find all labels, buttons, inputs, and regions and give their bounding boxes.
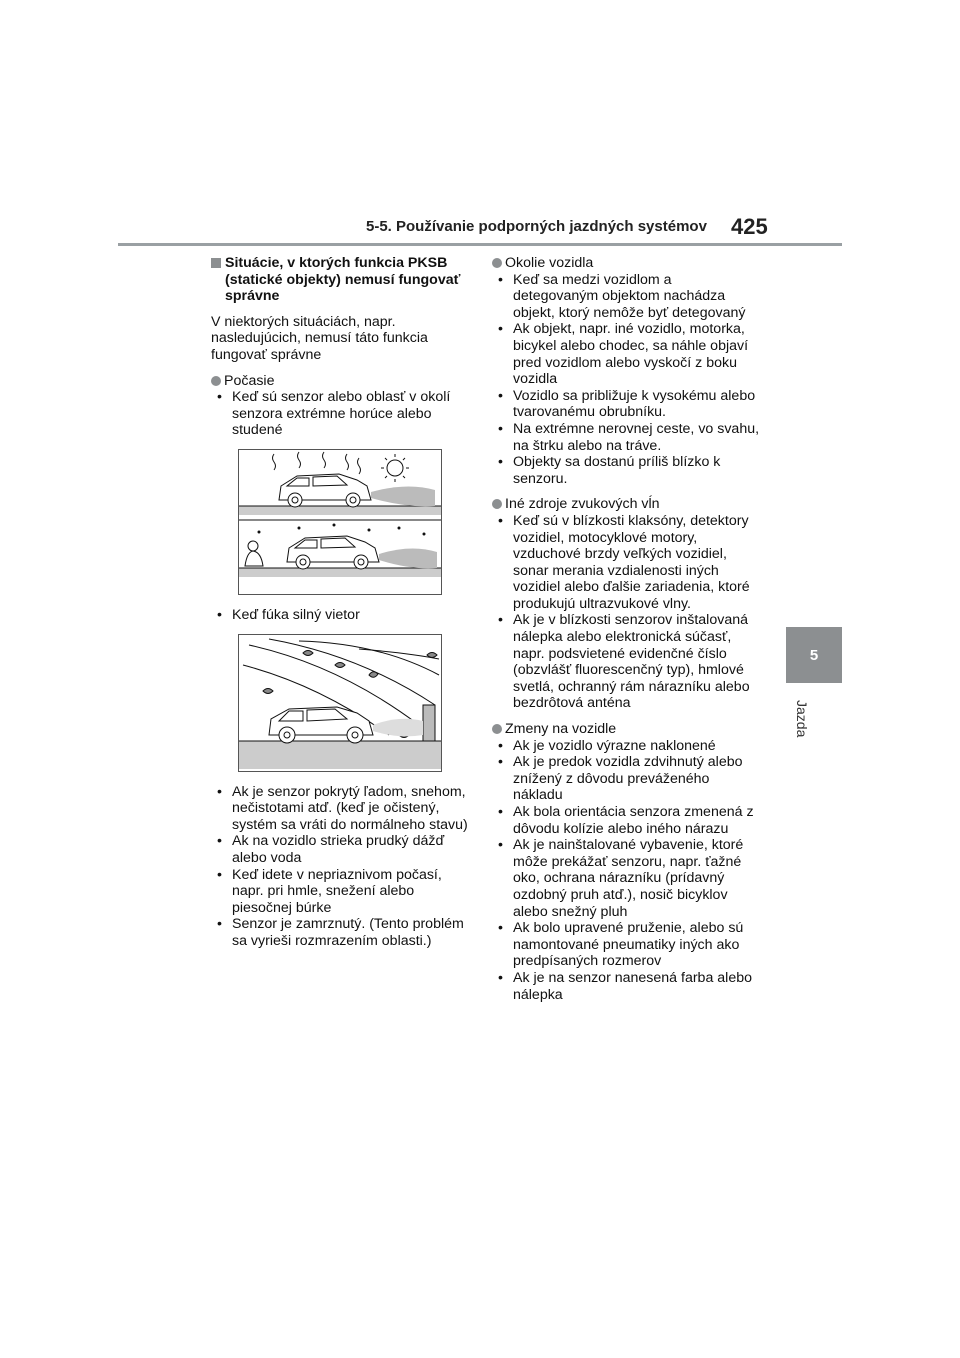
- list-item: • Senzor je zamrznutý. (Tento problém sa vyrieši rozmrazením oblasti.): [211, 916, 473, 949]
- list-item: • Ak je nainštalované vybavenie, ktoré môže prekážať senzoru, napr. ťažné oko, ochrana nárazníku (prídavný ozdobný pruh atď.), nosič bicyklov alebo snežný pluh: [492, 837, 760, 920]
- bullet-list-vehicle-changes: [492, 738, 760, 1004]
- group-title-surroundings: [492, 255, 760, 272]
- page-number: 425: [731, 214, 768, 239]
- chapter-tab: [786, 627, 842, 683]
- square-bullet-icon: [211, 258, 221, 268]
- chapter-number: 5: [809, 646, 819, 664]
- bullet-list-wind: [211, 607, 473, 624]
- bullet-list-temperature: [211, 389, 473, 439]
- list-item: • Ak na vozidlo strieka prudký dážď alebo voda: [211, 833, 473, 866]
- list-item: • Keď sú senzor alebo oblasť v okolí senzora extrémne horúce alebo studené: [211, 389, 473, 439]
- bullet-list-surroundings: [492, 272, 760, 488]
- bullet-list-conditions: [211, 784, 473, 950]
- circle-bullet-icon: [492, 499, 502, 509]
- group-title-vehicle-changes: [492, 721, 760, 738]
- list-item: • Keď sú v blízkosti klaksóny, detektory vozidiel, motocyklové motory, vzduchové brzdy veľkých vozidiel, sonar merania vzdialenosti iných vozidiel alebo ďalšie zariadenia, ktoré produkujú ultrazvukové vlny.: [492, 513, 760, 613]
- group-title-text: Iné zdroje zvukových vĺn: [505, 496, 660, 513]
- group-title-text: Počasie: [224, 372, 275, 389]
- right-column: [492, 255, 760, 1012]
- list-item: • Ak je na senzor nanesená farba alebo nálepka: [492, 970, 760, 1003]
- intro-paragraph: V niektorých situáciách, napr. nasledujúcich, nemusí táto funkcia fungovať správne: [211, 313, 428, 363]
- chapter-label: Jazda: [794, 700, 810, 738]
- list-item: • Keď sa medzi vozidlom a detegovaným objektom nachádza objekt, ktorý nemôže byť detegovaný: [492, 272, 760, 322]
- header-rule: [118, 243, 842, 246]
- figure-wind: [238, 634, 442, 772]
- bullet-list-sound-sources: [492, 513, 760, 712]
- group-title-text: Okolie vozidla: [505, 255, 594, 271]
- list-item: • Na extrémne nerovnej ceste, vo svahu, na štrku alebo na tráve.: [492, 421, 760, 454]
- left-column: [211, 255, 473, 958]
- circle-bullet-icon: [492, 258, 502, 268]
- group-title-text: Zmeny na vozidle: [505, 721, 617, 738]
- section-title: 5-5. Používanie podporných jazdných systémov: [366, 218, 707, 235]
- list-item: • Keď idete v nepriaznivom počasí, napr. pri hmle, snežení alebo piesočnej búrke: [211, 867, 473, 917]
- list-item: • Keď fúka silný vietor: [211, 607, 473, 624]
- group-title-sound-sources: [492, 496, 760, 513]
- circle-bullet-icon: [492, 724, 502, 734]
- list-item: • Ak je v blízkosti senzorov inštalovaná nálepka alebo elektronická súčasť, napr. podsvietené evidenčné číslo (obzvlášť fluorescenčný typ), hmlové svetlá, ochranný rám nárazníku alebo bezdrôtová anténa: [492, 612, 760, 712]
- list-item: • Objekty sa dostanú príliš blízko k senzoru.: [492, 454, 760, 487]
- group-title-weather: [211, 373, 473, 390]
- circle-bullet-icon: [211, 376, 221, 386]
- list-item: • Ak je vozidlo výrazne naklonené: [492, 738, 760, 755]
- list-item: • Ak bola orientácia senzora zmenená z dôvodu kolízie alebo iného nárazu: [492, 804, 760, 837]
- list-item: • Ak bolo upravené pruženie, alebo sú namontované pneumatiky iných ako predpísaných rozmerov: [492, 920, 760, 970]
- heading-text: Situácie, v ktorých funkcia PKSB (statické objekty) nemusí fungovať správne: [225, 255, 461, 305]
- section-heading: [211, 255, 473, 305]
- list-item: • Ak je predok vozidla zdvihnutý alebo znížený z dôvodu preváženého nákladu: [492, 754, 760, 804]
- list-item: • Vozidlo sa približuje k vysokému alebo tvarovanému obrubníku.: [492, 388, 760, 421]
- list-item: • Ak je senzor pokrytý ľadom, snehom, nečistotami atď. (keď je očistený, systém sa vráti do normálneho stavu): [211, 784, 473, 834]
- list-item: • Ak objekt, napr. iné vozidlo, motorka, bicykel alebo chodec, sa náhle objaví pred vozidlom alebo vyskočí z boku vozidla: [492, 321, 760, 387]
- figure-temperature: [238, 449, 442, 595]
